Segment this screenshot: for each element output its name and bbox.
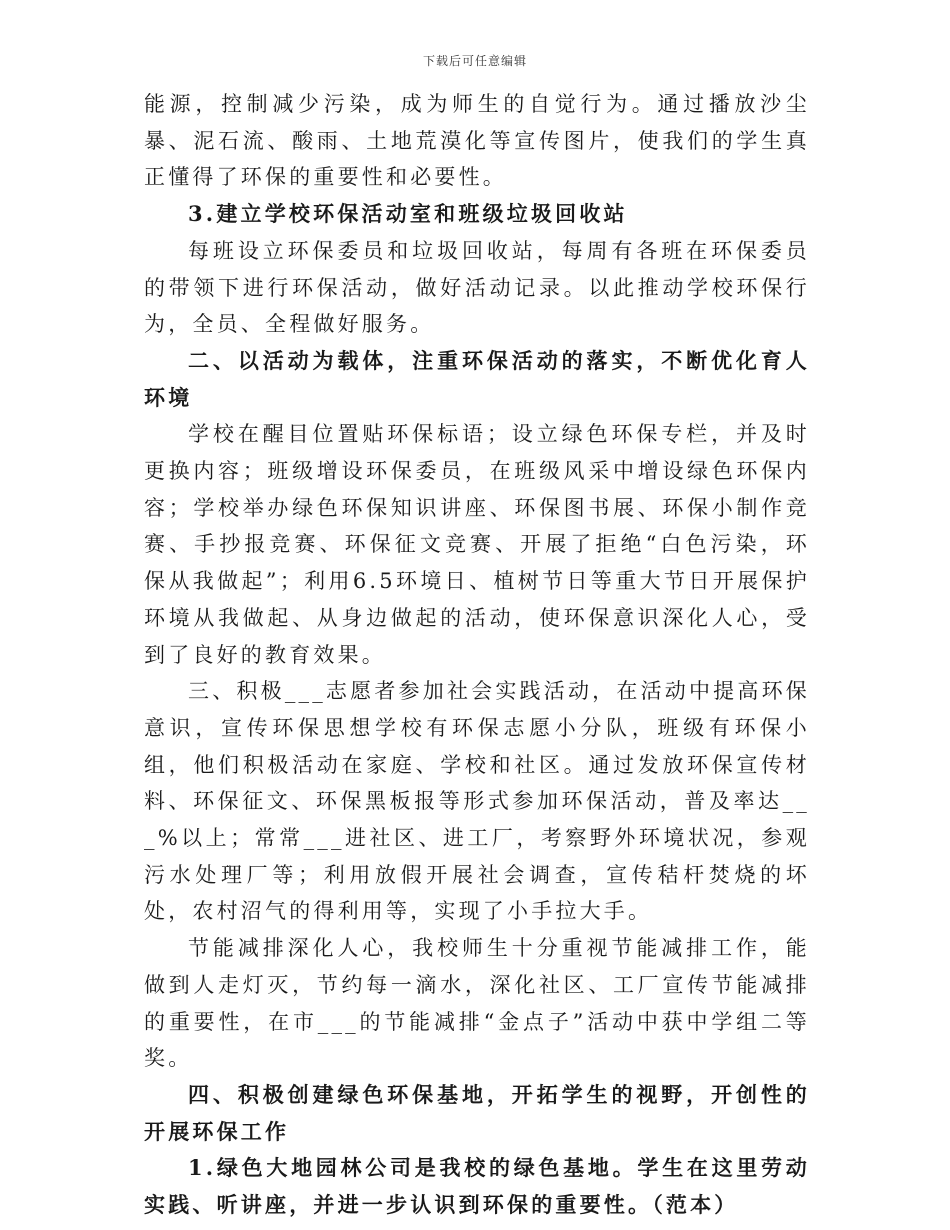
paragraph-1: 能源，控制减少污染，成为师生的自觉行为。通过播放沙尘暴、泥石流、酸雨、土地荒漠化等宣传图片，使我们的学生真正懂得了环保的重要性和必要性。 (144, 92, 810, 190)
paragraph-5: 节能减排深化人心，我校师生十分重视节能减排工作，能做到人走灯灭，节约每一滴水，深化社区、工厂宣传节能减排的重要性，在市___的节能减排“金点子”活动中获中学组二等奖。 (144, 936, 810, 1071)
section-heading-3: 3.建立学校环保活动室和班级垃圾回收站 (188, 201, 628, 227)
paragraph-4: 三、积极___志愿者参加社会实践活动，在活动中提高环保意识，宣传环保思想学校有环保志愿小分队，班级有环保小组，他们积极活动在家庭、学校和社区。通过发放环保宣传材料、环保征文、环保黑板报等形式参加环保活动，普及率达___%以上；常常___进社区、进工厂，考察野外环境状况，参观污水处理厂等；利用放假开展社会调查，宣传秸杆焚烧的坏处，农村沼气的得利用等，实现了小手拉大手。 (144, 679, 810, 924)
paragraph-2: 每班设立环保委员和垃圾回收站，每周有各班在环保委员的带领下进行环保活动，做好活动记录。以此推动学校环保行为，全员、全程做好服务。 (144, 238, 810, 337)
subsection-heading-1: 1.绿色大地园林公司是我校的绿色基地。学生在这里劳动实践、听讲座，并进一步认识到环保的重要性。（范本） (144, 1155, 810, 1218)
section-heading-four: 四、积极创建绿色环保基地，开拓学生的视野，开创性的开展环保工作 (144, 1081, 810, 1144)
page-header: 下载后可任意编辑 (422, 54, 527, 68)
document-body (144, 86, 810, 1224)
section-heading-two: 二、以活动为载体，注重环保活动的落实，不断优化育人环境 (144, 347, 810, 410)
paragraph-3: 学校在醒目位置贴环保标语；设立绿色环保专栏，并及时更换内容；班级增设环保委员，在班级风采中增设绿色环保内容；学校举办绿色环保知识讲座、环保图书展、环保小制作竞赛、手抄报竞赛、环保征文竞赛、开展了拒绝“白色污染，环保从我做起”；利用6.5环境日、植树节日等重大节日开展保护环境从我做起、从身边做起的活动，使环保意识深化人心，受到了良好的教育效果。 (144, 422, 810, 667)
